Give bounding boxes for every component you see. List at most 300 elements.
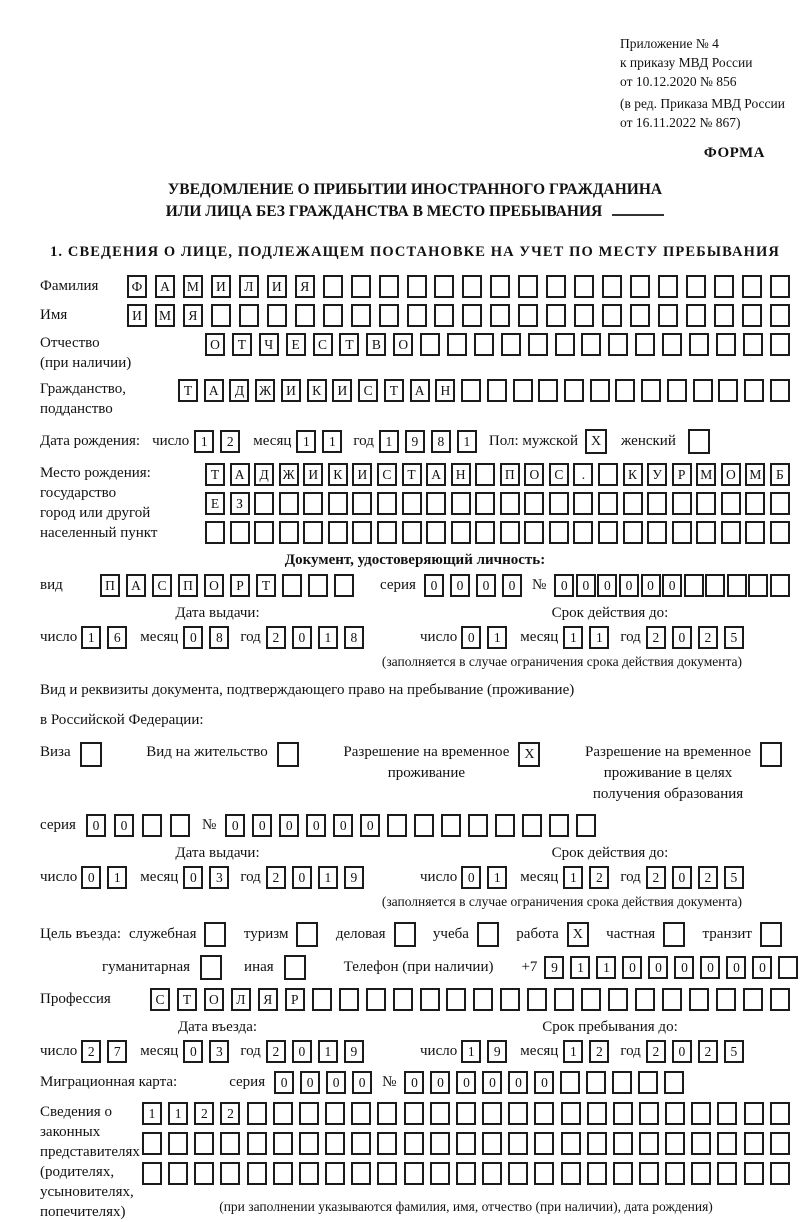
char-box[interactable]: И <box>267 275 287 298</box>
char-box[interactable]: Е <box>286 333 306 356</box>
char-box[interactable]: 8 <box>344 626 364 649</box>
char-box[interactable] <box>407 275 427 298</box>
char-box[interactable]: . <box>573 463 593 486</box>
char-box[interactable] <box>742 304 762 327</box>
char-box[interactable] <box>404 1162 424 1185</box>
char-box[interactable]: 9 <box>544 956 564 979</box>
char-box[interactable]: 1 <box>107 866 127 889</box>
char-box[interactable] <box>414 814 434 837</box>
representatives-boxes-row3[interactable] <box>142 1162 790 1185</box>
char-box[interactable]: 8 <box>431 430 451 453</box>
char-box[interactable] <box>194 1162 214 1185</box>
expiry-day-boxes[interactable] <box>461 626 507 649</box>
char-box[interactable] <box>623 492 643 515</box>
char-box[interactable] <box>639 1102 659 1125</box>
char-box[interactable]: Н <box>435 379 455 402</box>
char-box[interactable] <box>352 521 372 544</box>
char-box[interactable]: С <box>377 463 397 486</box>
char-box[interactable]: 9 <box>344 866 364 889</box>
char-box[interactable] <box>393 988 413 1011</box>
char-box[interactable] <box>323 275 343 298</box>
char-box[interactable] <box>564 379 584 402</box>
char-box[interactable]: 0 <box>597 574 617 597</box>
char-box[interactable]: О <box>204 574 224 597</box>
char-box[interactable] <box>473 988 493 1011</box>
char-box[interactable]: 1 <box>379 430 399 453</box>
char-box[interactable]: Т <box>339 333 359 356</box>
char-box[interactable]: 1 <box>81 626 101 649</box>
birthplace-boxes-row3[interactable] <box>205 521 790 544</box>
char-box[interactable] <box>691 1162 711 1185</box>
char-box[interactable] <box>638 1071 658 1094</box>
char-box[interactable]: С <box>150 988 170 1011</box>
char-box[interactable] <box>718 379 738 402</box>
residence-number-boxes[interactable] <box>225 814 596 837</box>
char-box[interactable] <box>549 814 569 837</box>
char-box[interactable] <box>451 492 471 515</box>
char-box[interactable] <box>554 988 574 1011</box>
char-box[interactable] <box>462 304 482 327</box>
char-box[interactable] <box>613 1162 633 1185</box>
char-box[interactable]: 0 <box>476 574 496 597</box>
edu-residence-checkbox[interactable] <box>760 742 782 767</box>
purpose-other-checkbox[interactable] <box>284 955 306 980</box>
char-box[interactable] <box>434 304 454 327</box>
char-box[interactable]: У <box>647 463 667 486</box>
char-box[interactable]: К <box>328 463 348 486</box>
char-box[interactable] <box>561 1162 581 1185</box>
char-box[interactable] <box>247 1132 267 1155</box>
citizenship-boxes[interactable] <box>178 379 790 402</box>
char-box[interactable]: 1 <box>318 626 338 649</box>
char-box[interactable] <box>630 275 650 298</box>
char-box[interactable] <box>608 333 628 356</box>
char-box[interactable]: 0 <box>456 1071 476 1094</box>
char-box[interactable]: 9 <box>487 1040 507 1063</box>
purpose-humanitarian-checkbox[interactable] <box>200 955 222 980</box>
char-box[interactable]: 1 <box>322 430 342 453</box>
char-box[interactable]: Ж <box>255 379 275 402</box>
migcard-number-boxes[interactable] <box>404 1071 684 1094</box>
char-box[interactable] <box>744 1102 764 1125</box>
char-box[interactable] <box>613 1102 633 1125</box>
purpose-business-checkbox[interactable] <box>394 922 416 947</box>
char-box[interactable]: 2 <box>220 430 240 453</box>
entry-year-boxes[interactable] <box>266 1040 364 1063</box>
char-box[interactable]: Р <box>285 988 305 1011</box>
char-box[interactable]: 0 <box>534 1071 554 1094</box>
char-box[interactable]: 1 <box>563 626 583 649</box>
char-box[interactable] <box>351 1162 371 1185</box>
char-box[interactable] <box>475 463 495 486</box>
char-box[interactable]: Т <box>384 379 404 402</box>
char-box[interactable] <box>142 1162 162 1185</box>
char-box[interactable]: 2 <box>194 1102 214 1125</box>
char-box[interactable]: 0 <box>183 626 203 649</box>
char-box[interactable]: 2 <box>589 1040 609 1063</box>
char-box[interactable] <box>587 1162 607 1185</box>
char-box[interactable] <box>602 304 622 327</box>
char-box[interactable]: 8 <box>209 626 229 649</box>
char-box[interactable]: 1 <box>487 866 507 889</box>
char-box[interactable] <box>696 492 716 515</box>
char-box[interactable] <box>744 1132 764 1155</box>
char-box[interactable]: М <box>745 463 765 486</box>
char-box[interactable]: 0 <box>424 574 444 597</box>
char-box[interactable]: Р <box>672 463 692 486</box>
char-box[interactable]: Т <box>178 379 198 402</box>
char-box[interactable]: 7 <box>107 1040 127 1063</box>
char-box[interactable]: В <box>366 333 386 356</box>
char-box[interactable]: Т <box>177 988 197 1011</box>
char-box[interactable] <box>254 492 274 515</box>
char-box[interactable] <box>745 492 765 515</box>
char-box[interactable]: А <box>204 379 224 402</box>
expiry-year-boxes[interactable] <box>646 866 744 889</box>
char-box[interactable]: 1 <box>596 956 616 979</box>
char-box[interactable] <box>630 304 650 327</box>
char-box[interactable] <box>312 988 332 1011</box>
char-box[interactable] <box>770 304 790 327</box>
char-box[interactable] <box>665 1132 685 1155</box>
char-box[interactable] <box>658 275 678 298</box>
char-box[interactable] <box>462 275 482 298</box>
char-box[interactable] <box>142 1132 162 1155</box>
char-box[interactable] <box>513 379 533 402</box>
char-box[interactable] <box>495 814 515 837</box>
char-box[interactable] <box>717 1162 737 1185</box>
char-box[interactable]: 0 <box>86 814 106 837</box>
char-box[interactable] <box>205 521 225 544</box>
char-box[interactable]: П <box>500 463 520 486</box>
char-box[interactable]: 6 <box>107 626 127 649</box>
char-box[interactable] <box>696 521 716 544</box>
char-box[interactable] <box>524 521 544 544</box>
char-box[interactable]: 2 <box>646 1040 666 1063</box>
birthplace-boxes-row1[interactable] <box>205 463 790 486</box>
char-box[interactable] <box>665 1102 685 1125</box>
char-box[interactable]: 0 <box>279 814 299 837</box>
char-box[interactable] <box>689 333 709 356</box>
char-box[interactable] <box>705 574 725 597</box>
char-box[interactable]: А <box>230 463 250 486</box>
char-box[interactable] <box>194 1132 214 1155</box>
char-box[interactable] <box>451 521 471 544</box>
char-box[interactable] <box>407 304 427 327</box>
char-box[interactable]: 1 <box>457 430 477 453</box>
char-box[interactable]: С <box>358 379 378 402</box>
char-box[interactable]: М <box>696 463 716 486</box>
char-box[interactable] <box>142 814 162 837</box>
char-box[interactable]: 0 <box>619 574 639 597</box>
char-box[interactable]: И <box>352 463 372 486</box>
birth-month-boxes[interactable] <box>296 430 342 453</box>
char-box[interactable]: 1 <box>570 956 590 979</box>
char-box[interactable]: 0 <box>674 956 694 979</box>
char-box[interactable]: Н <box>451 463 471 486</box>
char-box[interactable]: 1 <box>142 1102 162 1125</box>
char-box[interactable] <box>325 1162 345 1185</box>
char-box[interactable] <box>456 1132 476 1155</box>
char-box[interactable] <box>303 492 323 515</box>
char-box[interactable]: Ф <box>127 275 147 298</box>
char-box[interactable] <box>693 379 713 402</box>
char-box[interactable] <box>475 492 495 515</box>
char-box[interactable]: 0 <box>648 956 668 979</box>
char-box[interactable] <box>299 1162 319 1185</box>
char-box[interactable] <box>404 1102 424 1125</box>
char-box[interactable] <box>689 988 709 1011</box>
char-box[interactable] <box>576 814 596 837</box>
char-box[interactable] <box>323 304 343 327</box>
char-box[interactable]: П <box>100 574 120 597</box>
char-box[interactable] <box>500 492 520 515</box>
char-box[interactable]: 1 <box>318 1040 338 1063</box>
char-box[interactable] <box>282 574 302 597</box>
char-box[interactable]: И <box>127 304 147 327</box>
char-box[interactable]: 2 <box>81 1040 101 1063</box>
char-box[interactable]: 0 <box>461 626 481 649</box>
char-box[interactable] <box>508 1132 528 1155</box>
char-box[interactable] <box>377 1102 397 1125</box>
birthplace-boxes-row2[interactable] <box>205 492 790 515</box>
char-box[interactable] <box>639 1132 659 1155</box>
char-box[interactable]: 5 <box>724 1040 744 1063</box>
patronymic-boxes[interactable] <box>205 333 790 356</box>
char-box[interactable] <box>430 1132 450 1155</box>
char-box[interactable]: 0 <box>672 866 692 889</box>
char-box[interactable] <box>770 1162 790 1185</box>
char-box[interactable]: С <box>549 463 569 486</box>
expiry-year-boxes[interactable] <box>646 626 744 649</box>
char-box[interactable] <box>254 521 274 544</box>
char-box[interactable] <box>549 521 569 544</box>
char-box[interactable]: 2 <box>698 626 718 649</box>
char-box[interactable] <box>468 814 488 837</box>
char-box[interactable] <box>534 1162 554 1185</box>
char-box[interactable] <box>581 333 601 356</box>
char-box[interactable] <box>662 988 682 1011</box>
doc-series-boxes[interactable] <box>424 574 522 597</box>
char-box[interactable]: 1 <box>318 866 338 889</box>
char-box[interactable] <box>639 1162 659 1185</box>
char-box[interactable] <box>608 988 628 1011</box>
entry-month-boxes[interactable] <box>183 1040 229 1063</box>
char-box[interactable]: 0 <box>292 866 312 889</box>
char-box[interactable] <box>328 521 348 544</box>
visa-checkbox[interactable] <box>80 742 102 767</box>
char-box[interactable] <box>267 304 287 327</box>
char-box[interactable] <box>220 1162 240 1185</box>
char-box[interactable] <box>721 521 741 544</box>
char-box[interactable]: 5 <box>724 866 744 889</box>
char-box[interactable] <box>574 304 594 327</box>
char-box[interactable] <box>500 521 520 544</box>
char-box[interactable] <box>778 956 798 979</box>
representatives-boxes-row1[interactable] <box>142 1102 790 1125</box>
residence-permit-checkbox[interactable] <box>277 742 299 767</box>
birth-year-boxes[interactable] <box>379 430 477 453</box>
purpose-private-checkbox[interactable] <box>663 922 685 947</box>
char-box[interactable] <box>602 275 622 298</box>
char-box[interactable] <box>461 379 481 402</box>
char-box[interactable]: 1 <box>589 626 609 649</box>
char-box[interactable] <box>587 1102 607 1125</box>
phone-boxes[interactable] <box>544 956 798 979</box>
issue-month-boxes[interactable] <box>183 626 229 649</box>
char-box[interactable]: 0 <box>225 814 245 837</box>
char-box[interactable] <box>474 333 494 356</box>
char-box[interactable]: 0 <box>554 574 574 597</box>
char-box[interactable] <box>273 1102 293 1125</box>
char-box[interactable] <box>546 275 566 298</box>
char-box[interactable] <box>352 492 372 515</box>
char-box[interactable] <box>379 275 399 298</box>
char-box[interactable] <box>447 333 467 356</box>
char-box[interactable]: С <box>313 333 333 356</box>
char-box[interactable]: И <box>332 379 352 402</box>
char-box[interactable] <box>377 1162 397 1185</box>
char-box[interactable] <box>303 521 323 544</box>
char-box[interactable] <box>456 1162 476 1185</box>
char-box[interactable]: К <box>623 463 643 486</box>
char-box[interactable] <box>339 988 359 1011</box>
temp-residence-checkbox[interactable]: X <box>518 742 540 767</box>
char-box[interactable] <box>598 492 618 515</box>
char-box[interactable]: О <box>204 988 224 1011</box>
char-box[interactable]: 0 <box>333 814 353 837</box>
char-box[interactable]: О <box>721 463 741 486</box>
char-box[interactable]: 0 <box>292 626 312 649</box>
char-box[interactable] <box>561 1102 581 1125</box>
char-box[interactable] <box>351 304 371 327</box>
char-box[interactable] <box>325 1102 345 1125</box>
char-box[interactable] <box>490 304 510 327</box>
char-box[interactable]: Ч <box>259 333 279 356</box>
char-box[interactable] <box>672 521 692 544</box>
char-box[interactable] <box>377 492 397 515</box>
char-box[interactable]: Я <box>258 988 278 1011</box>
char-box[interactable] <box>727 574 747 597</box>
char-box[interactable] <box>581 988 601 1011</box>
char-box[interactable] <box>647 492 667 515</box>
char-box[interactable] <box>745 521 765 544</box>
char-box[interactable] <box>441 814 461 837</box>
char-box[interactable] <box>613 1132 633 1155</box>
char-box[interactable] <box>664 1071 684 1094</box>
char-box[interactable] <box>487 379 507 402</box>
char-box[interactable] <box>220 1132 240 1155</box>
char-box[interactable] <box>662 333 682 356</box>
char-box[interactable]: 0 <box>326 1071 346 1094</box>
char-box[interactable]: И <box>281 379 301 402</box>
char-box[interactable] <box>561 1132 581 1155</box>
char-box[interactable]: 1 <box>563 866 583 889</box>
char-box[interactable] <box>560 1071 580 1094</box>
doc-kind-boxes[interactable] <box>100 574 354 597</box>
char-box[interactable] <box>743 333 763 356</box>
char-box[interactable] <box>351 1132 371 1155</box>
char-box[interactable] <box>430 1102 450 1125</box>
char-box[interactable]: 0 <box>81 866 101 889</box>
char-box[interactable]: 2 <box>266 626 286 649</box>
char-box[interactable] <box>295 304 315 327</box>
char-box[interactable] <box>527 988 547 1011</box>
char-box[interactable]: 0 <box>641 574 661 597</box>
birth-day-boxes[interactable] <box>194 430 240 453</box>
migcard-series-boxes[interactable] <box>274 1071 372 1094</box>
char-box[interactable] <box>247 1162 267 1185</box>
char-box[interactable] <box>770 275 790 298</box>
char-box[interactable] <box>555 333 575 356</box>
profession-boxes[interactable] <box>150 988 790 1011</box>
char-box[interactable] <box>456 1102 476 1125</box>
char-box[interactable] <box>475 521 495 544</box>
char-box[interactable]: 0 <box>502 574 522 597</box>
char-box[interactable] <box>770 1102 790 1125</box>
char-box[interactable]: З <box>230 492 250 515</box>
char-box[interactable] <box>770 333 790 356</box>
char-box[interactable]: Т <box>256 574 276 597</box>
char-box[interactable] <box>501 333 521 356</box>
char-box[interactable] <box>247 1102 267 1125</box>
char-box[interactable] <box>420 988 440 1011</box>
char-box[interactable]: 2 <box>698 866 718 889</box>
char-box[interactable]: Б <box>770 463 790 486</box>
stay-day-boxes[interactable] <box>461 1040 507 1063</box>
char-box[interactable]: А <box>426 463 446 486</box>
char-box[interactable] <box>518 275 538 298</box>
char-box[interactable]: 0 <box>352 1071 372 1094</box>
char-box[interactable]: 3 <box>209 866 229 889</box>
char-box[interactable] <box>402 521 422 544</box>
char-box[interactable] <box>635 333 655 356</box>
char-box[interactable] <box>387 814 407 837</box>
char-box[interactable] <box>573 521 593 544</box>
char-box[interactable]: О <box>524 463 544 486</box>
char-box[interactable] <box>586 1071 606 1094</box>
firstname-boxes[interactable] <box>127 304 790 327</box>
char-box[interactable]: 2 <box>266 1040 286 1063</box>
char-box[interactable]: 0 <box>672 1040 692 1063</box>
char-box[interactable]: Д <box>254 463 274 486</box>
char-box[interactable]: А <box>155 275 175 298</box>
char-box[interactable]: П <box>178 574 198 597</box>
char-box[interactable] <box>446 988 466 1011</box>
char-box[interactable] <box>647 521 667 544</box>
doc-number-boxes[interactable] <box>554 574 790 597</box>
char-box[interactable] <box>635 988 655 1011</box>
char-box[interactable] <box>482 1162 502 1185</box>
char-box[interactable] <box>598 521 618 544</box>
char-box[interactable]: 0 <box>450 574 470 597</box>
purpose-tourism-checkbox[interactable] <box>296 922 318 947</box>
char-box[interactable] <box>211 304 231 327</box>
char-box[interactable] <box>528 333 548 356</box>
stay-month-boxes[interactable] <box>563 1040 609 1063</box>
char-box[interactable]: О <box>393 333 413 356</box>
char-box[interactable]: 0 <box>461 866 481 889</box>
issue-day-boxes[interactable] <box>81 866 127 889</box>
char-box[interactable]: 9 <box>344 1040 364 1063</box>
char-box[interactable] <box>684 574 704 597</box>
entry-day-boxes[interactable] <box>81 1040 127 1063</box>
char-box[interactable]: 0 <box>300 1071 320 1094</box>
char-box[interactable] <box>770 492 790 515</box>
char-box[interactable] <box>716 988 736 1011</box>
char-box[interactable] <box>717 1102 737 1125</box>
char-box[interactable] <box>748 574 768 597</box>
